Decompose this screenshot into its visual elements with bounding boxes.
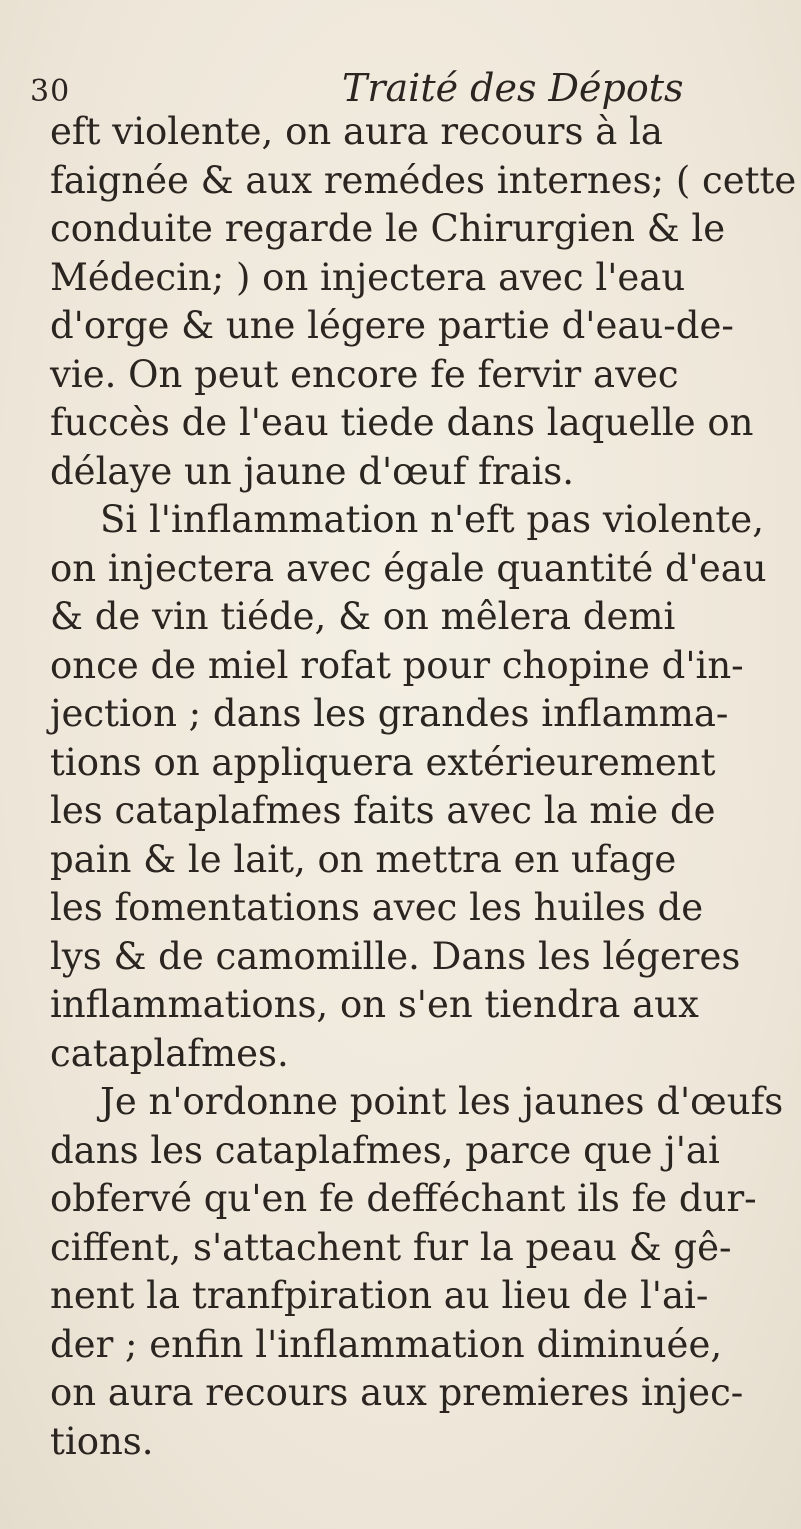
- paragraph-start-line: Si l'inflammation n'eft pas violente,: [100, 498, 764, 541]
- running-title: Traité des Dépots: [342, 66, 684, 110]
- text-line: dans les cataplafmes, parce que j'ai: [50, 1128, 720, 1172]
- text-line: on aura recours aux premieres injec-: [50, 1371, 744, 1414]
- text-line: on injectera avec égale quantité d'eau: [50, 546, 767, 590]
- page-number: 30: [30, 74, 71, 109]
- text-line: d'orge & une légere partie d'eau-de-: [50, 304, 734, 347]
- text-line: tions on appliquera extérieurement: [50, 740, 716, 784]
- text-line: faignée & aux remédes internes; ( cette: [50, 158, 797, 202]
- text-line: lys & de camomille. Dans les légeres: [50, 934, 741, 978]
- text-line: délaye un jaune d'œuf frais.: [50, 449, 575, 493]
- text-line: fuccès de l'eau tiede dans laquelle on: [50, 401, 754, 444]
- text-line: vie. On peut encore fe fervir avec: [50, 352, 679, 396]
- text-line: nent la tranfpiration au lieu de l'ai-: [50, 1274, 709, 1317]
- body-text: [50, 108, 797, 1466]
- text-line: les fomentations avec les huiles de: [50, 886, 704, 929]
- text-line: der ; enfin l'inflammation diminuée,: [50, 1322, 723, 1366]
- text-line: les cataplafmes faits avec la mie de: [50, 789, 716, 832]
- text-line: obfervé qu'en fe defféchant ils fe dur-: [50, 1177, 757, 1220]
- paragraph-start-line: Je n'ordonne point les jaunes d'œufs: [100, 1080, 784, 1123]
- text-line: & de vin tiéde, & on mêlera demi: [50, 595, 676, 638]
- text-line: ciffent, s'attachent fur la peau & gê-: [50, 1225, 732, 1269]
- text-line: eft violente, on aura recours à la: [50, 110, 663, 153]
- text-line: jection ; dans les grandes inflamma-: [50, 692, 729, 735]
- text-line: cataplafmes.: [50, 1031, 289, 1075]
- text-line: conduite regarde le Chirurgien & le: [50, 207, 726, 250]
- text-line: inflammations, on s'en tiendra aux: [50, 983, 699, 1026]
- text-line: once de miel rofat pour chopine d'in-: [50, 643, 744, 687]
- text-line: tions.: [50, 1419, 154, 1463]
- text-line: Médecin; ) on injectera avec l'eau: [50, 255, 686, 299]
- text-line: pain & le lait, on mettra en ufage: [50, 837, 677, 881]
